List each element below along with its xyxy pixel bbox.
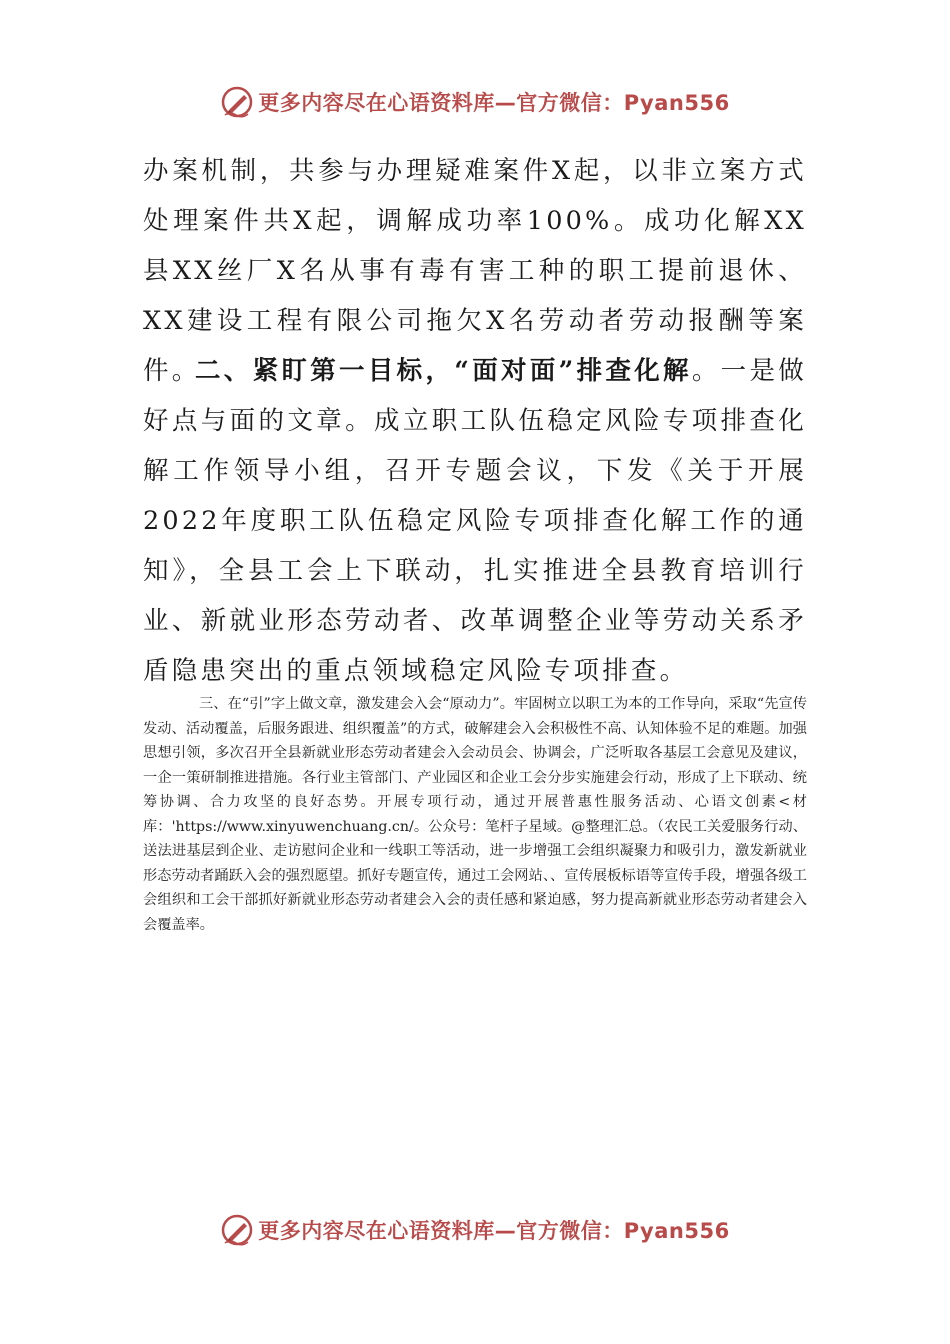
pen-logo-icon xyxy=(220,1213,254,1247)
paragraph-2 xyxy=(143,346,807,696)
header-banner-text: 更多内容尽在心语资料库—官方微信：Pyan556 xyxy=(258,91,730,115)
pen-logo-icon xyxy=(220,85,254,119)
paragraph-3: 三、在“引”字上做文章，激发建会入会“原动力”。牢固树立以职工为本的工作导向，采取“先宣传发动、活动覆盖，后服务跟进、组织覆盖”的方式，破解建会入会积极性不高、认知体验不足的难题。加强思想引领，多次召开全县新就业形态劳动者建会入会动员会、协调会，广泛听取各基层工会意见及建议，一企一策研制推进措施。各行业主管部门、产业园区和企业工会分步实施建会行动，形成了上下联动、统筹协调、合力攻坚的良好态势。开展专项行动，通过开展普惠性服务活动、心语文创素<材库：'https://www.xinyuwenchuang.cn/。公众号：笔杆子星域。@整理汇总。（农民工关爱服务行动、送法进基层到企业、走访慰问企业和一线职工等活动，进一步增强工会组织凝聚力和吸引力，激发新就业形态劳动者踊跃入会的强烈愿望。抓好专题宣传，通过工会网站、、宣传展板标语等宣传手段，增强各级工会组织和工会干部抓好新就业形态劳动者建会入会的责任感和紧迫感，努力提高新就业形态劳动者建会入会覆盖率。 xyxy=(143,696,807,933)
footer-banner xyxy=(0,1210,950,1250)
paragraph-2-heading: 二、紧盯第一目标，“面对面”排查化解 xyxy=(195,356,692,386)
paragraph-1: 办案机制，共参与办理疑难案件X起，以非立案方式处理案件共X起，调解成功率100%。成功化解XX县XX丝厂X名从事有毒有害工种的职工提前退休、XX建设工程有限公司拖欠X名劳动者劳动报酬等案件。 xyxy=(143,156,807,386)
paragraph-2-body: 。一是做好点与面的文章。成立职工队伍稳定风险专项排查化解工作领导小组，召开专题会议，下发《关于开展2022年度职工队伍稳定风险专项排查化解工作的通知》，全县工会上下联动，扎实推进全县教育培训行业、新就业形态劳动者、改革调整企业等劳动关系矛盾隐患突出的重点领域稳定风险专项排查。 xyxy=(143,356,807,686)
header-banner xyxy=(0,82,950,122)
footer-banner-text: 更多内容尽在心语资料库—官方微信：Pyan556 xyxy=(258,1219,730,1243)
